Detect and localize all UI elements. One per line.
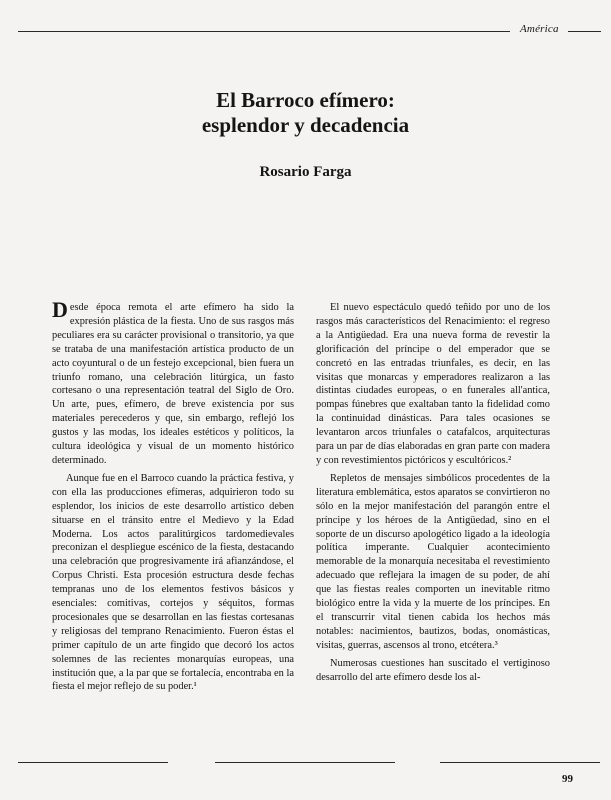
footer-rule bbox=[440, 762, 600, 763]
header-rule-left bbox=[18, 31, 510, 32]
paragraph: Numerosas cuestiones han suscitado el vertiginoso desarrollo del arte efímero desde los al- bbox=[316, 657, 550, 683]
page-number: 99 bbox=[562, 773, 573, 785]
paragraph: Aunque fue en el Barroco cuando la práctica festiva, y con ella las producciones efímeras, adquirieron todo su esplendor, los inicios de este desarrollo artístico deben situarse en el tránsito entre el Medievo y la Edad Moderna. Los actos paralitúrgicos tardomedievales preconizan el despliegue escénico de la fiesta, destacando una celebración que progresivamente irá afianzándose, el Corpus Christi. Esta procesión estructura desde fechas tempranas uno de los elementos festivos básicos y esenciales: comitivas, cortejos y séquitos, formas procesionales que se desarrollan en las fiestas cortesanas y religiosas del temprano Renacimiento. Fueron éstas el primer capítulo de un arte fingido que decoró los actos solemnes de las recientes monarquías europeas, una institución que, a la par que se fortalecía, encontraba en la fiesta el mejor reflejo de su poder.¹ bbox=[52, 472, 294, 693]
footer-rule bbox=[215, 762, 395, 763]
paragraph: El nuevo espectáculo quedó teñido por uno de los rasgos más característicos del Renacimiento: el regreso a la Antigüedad. Era una nueva forma de revestir la glorificación del príncipe o del emperador que se concretó en las entradas triunfales, es decir, en las visitas que monarcas y emperadores realizaron a las distintas ciudades europeas, o en funerales all'antica, pompas fúnebres que exaltaban tanto la fidelidad como la continuidad dinásticas. Para tales ocasiones se levantaron arcos triunfales o catafalcos, arquitecturas para un par de días elaboradas en gran parte con madera y con revestimientos pictóricos y escultóricos.² bbox=[316, 302, 550, 466]
paragraph bbox=[52, 297, 294, 468]
right-column bbox=[316, 301, 550, 684]
paragraph: Repletos de mensajes simbólicos procedentes de la literatura emblemática, estos aparatos se convirtieron no sólo en la mejor manifestación del parangón entre el príncipe y los héroes de la Antigüedad, sino en el soporte de un discurso apologético ligado a la ideología política imperante. Cualquier acontecimiento memorable de la monarquía necesitaba el revestimiento adecuado que reflejara la imagen de su poder, de ahí que las fiestas reales comporten un inevitable ritmo biológico entre la vida y la muerte de los príncipes. En el transcurrir vital tienen cabida los hechos más notables: nacimientos, bautizos, bodas, onomásticas, visitas, guerras, ascensos al trono, etcétera.³ bbox=[316, 472, 550, 651]
footer-rule bbox=[18, 762, 168, 763]
title-line-1: El Barroco efímero: bbox=[216, 88, 395, 112]
article-title bbox=[0, 88, 611, 138]
header-rule-right bbox=[568, 31, 601, 32]
drop-cap: D bbox=[52, 297, 68, 322]
article-author: Rosario Farga bbox=[259, 164, 352, 180]
left-column bbox=[52, 297, 294, 694]
paragraph-text: esde época remota el arte efímero ha sido la expresión plástica de la fiesta. Uno de sus rasgos más peculiares era su carácter provisional o transitorio, ya que se trataba de una manifestación artística producto de un acto coyuntural o de un festejo excepcional, bien fuera un triunfo romano, una celebración litúrgica, un fasto cortesano o una representación teatral del Siglo de Oro. Un arte, pues, efímero, de breve existencia por sus materiales perecederos y que, sin embargo, reflejó los gustos y las modas, los ideales estéticos y políticos, la cultura ideológica y visual de un momento histórico determinado. bbox=[52, 302, 294, 466]
title-line-2: esplendor y decadencia bbox=[201, 113, 410, 137]
section-label: América bbox=[520, 23, 559, 35]
